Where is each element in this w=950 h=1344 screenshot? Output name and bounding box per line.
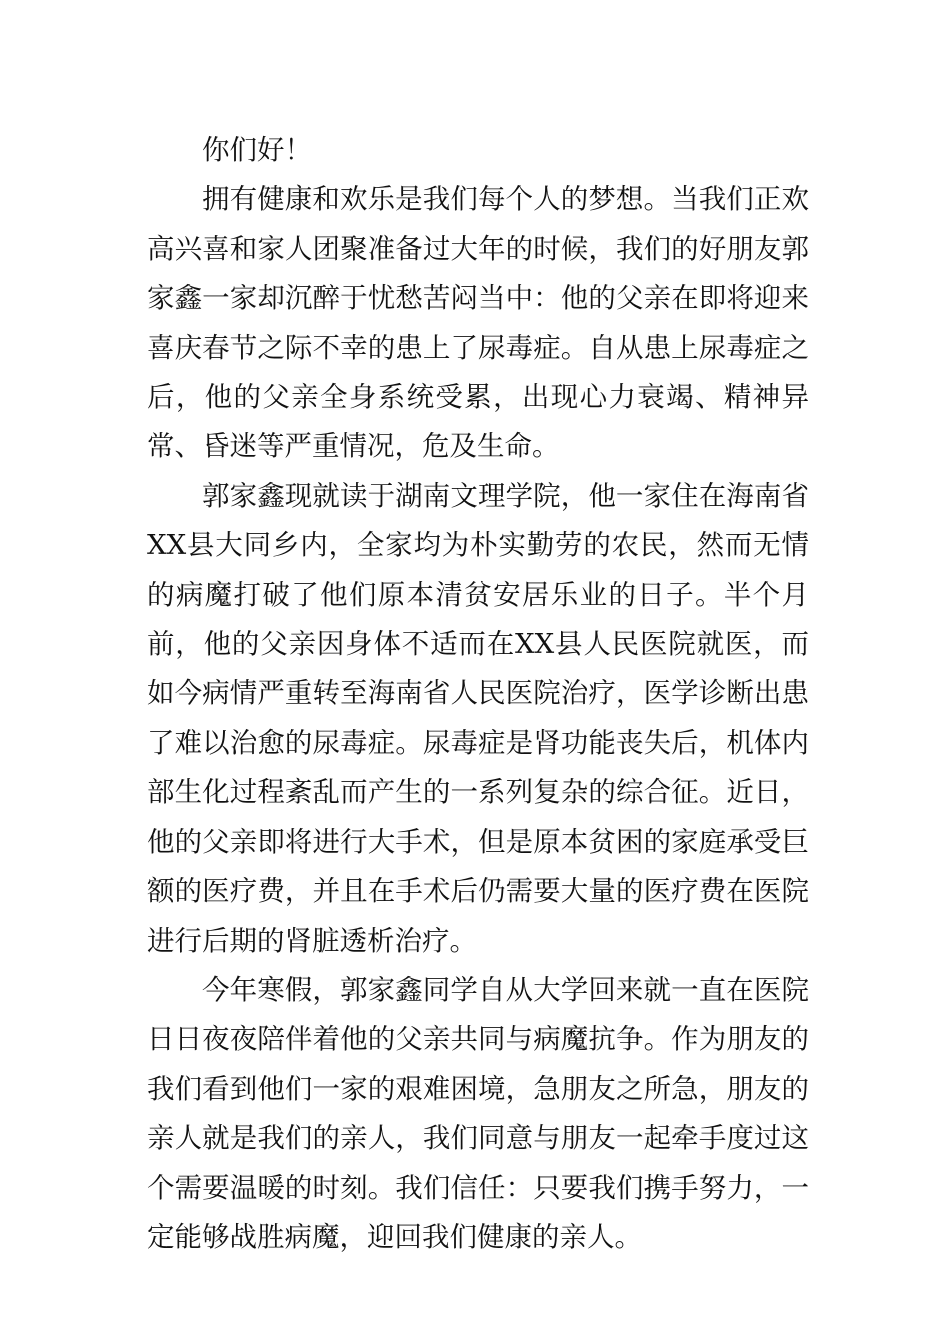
document-body (147, 126, 809, 1262)
greeting: 你们好！ (202, 134, 312, 166)
paragraph-2: 郭家鑫现就读于湖南文理学院，他一家住在海南省XX县大同乡内，全家均为朴实勤劳的农民，然而无情的病魔打破了他们原本清贫安居乐业的日子。半个月前，他的父亲因身体不适而在XX县人民医院就医，而如今病情严重转至海南省人民医院治疗，医学诊断出患了难以治愈的尿毒症。尿毒症是肾功能丧失后，机体内部生化过程紊乱而产生的一系列复杂的综合征。近日，他的父亲即将进行大手术，但是原本贫困的家庭承受巨额的医疗费，并且在手术后仍需要大量的医疗费在医院进行后期的肾脏透析治疗。 (147, 479, 809, 957)
paragraph-3: 今年寒假，郭家鑫同学自从大学回来就一直在医院日日夜夜陪伴着他的父亲共同与病魔抗争。作为朋友的我们看到他们一家的艰难困境，急朋友之所急，朋友的亲人就是我们的亲人，我们同意与朋友一起牵手度过这个需要温暖的时刻。我们信任：只要我们携手努力，一定能够战胜病魔，迎回我们健康的亲人。 (147, 973, 809, 1253)
paragraph-1: 拥有健康和欢乐是我们每个人的梦想。当我们正欢高兴喜和家人团聚准备过大年的时候，我们的好朋友郭家鑫一家却沉醉于忧愁苦闷当中：他的父亲在即将迎来喜庆春节之际不幸的患上了尿毒症。自从患上尿毒症之后，他的父亲全身系统受累，出现心力衰竭、精神异常、昏迷等严重情况，危及生命。 (147, 183, 809, 463)
